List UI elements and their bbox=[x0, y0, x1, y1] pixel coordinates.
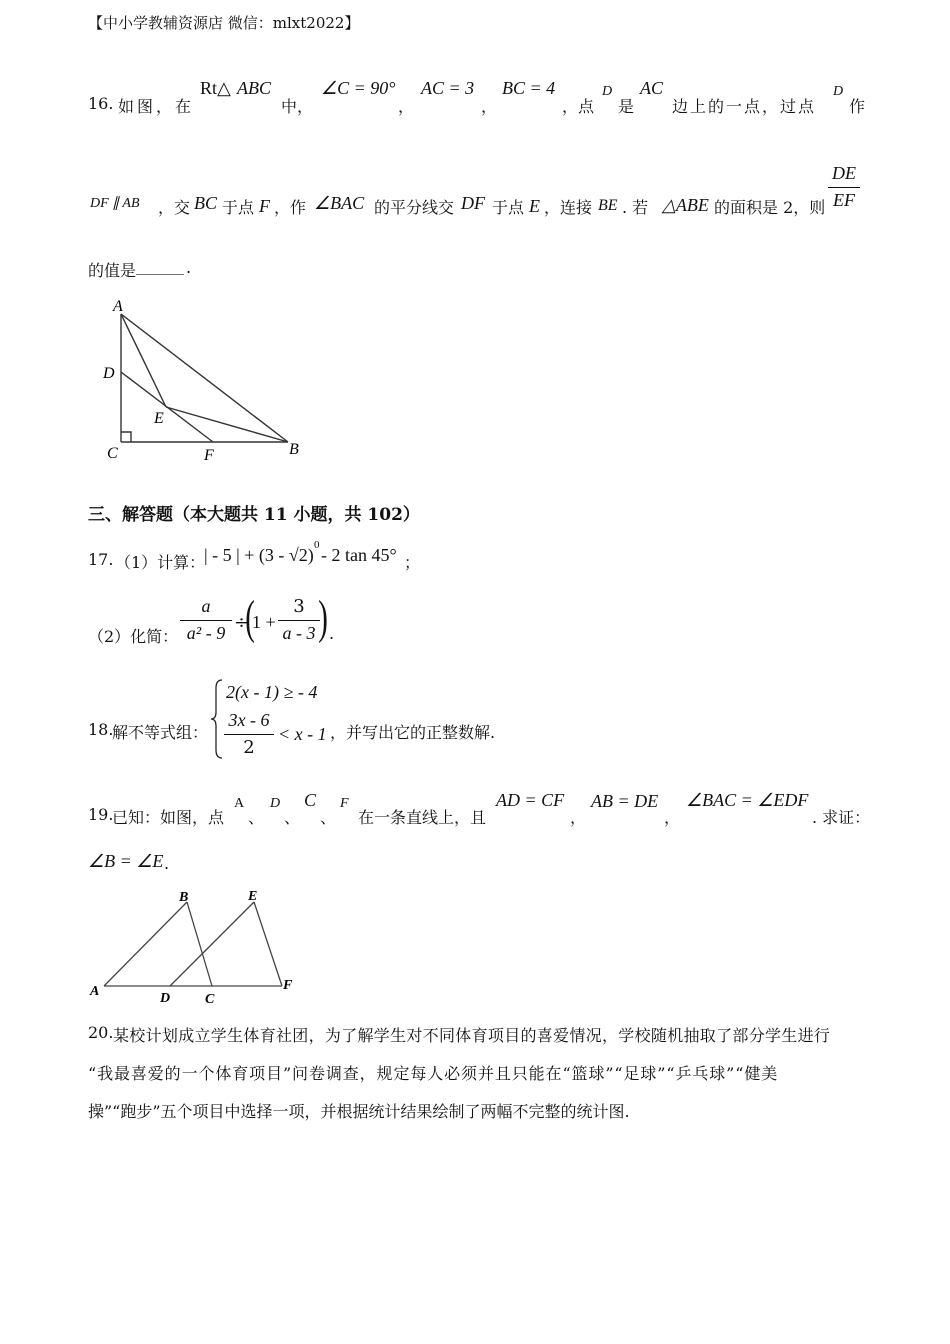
q20-number: 20. bbox=[88, 1023, 114, 1042]
fig-label-d: D bbox=[103, 365, 115, 382]
q16-fraction-denominator: EF bbox=[833, 189, 855, 210]
q17-part1-label: （1）计算： bbox=[115, 553, 206, 572]
q20-line-1: 某校计划成立学生体育社团，为了解学生对不同体育项目的喜爱情况，学校随机抽取了部分学生进行 bbox=[113, 1026, 831, 1045]
q16-triangle-abe: △ABE bbox=[662, 195, 709, 215]
q16-text: 作 bbox=[849, 97, 866, 116]
q16-period: . bbox=[186, 258, 192, 277]
fig-line-eb bbox=[166, 407, 288, 442]
q16-ac-value: AC = 3 bbox=[421, 78, 475, 98]
q18-inequality-2-rest: < x - 1 bbox=[278, 724, 327, 744]
fig-line-ab bbox=[121, 314, 288, 442]
fig-label-c: C bbox=[107, 445, 118, 462]
q19-condition-angles: ∠BAC = ∠EDF bbox=[686, 790, 809, 810]
q16-comma: ， bbox=[481, 97, 498, 116]
q16-text: ，连接 bbox=[544, 198, 593, 217]
q18-brace bbox=[210, 678, 224, 760]
q17-fraction-1 bbox=[180, 596, 232, 644]
q19-condition-ab-de: AB = DE bbox=[591, 791, 659, 811]
q19-sep: 、 bbox=[284, 808, 301, 827]
q16-segment-ac: AC bbox=[640, 78, 664, 98]
q16-text: 于点 bbox=[222, 198, 255, 217]
q20-line-2: “我最喜爱的一个体育项目”问卷调查，规定每人必须并且只能在“篮球”“足球”“乒乓球”“健美 bbox=[88, 1064, 779, 1083]
q16-df-parallel-ab: DF ∥ AB bbox=[90, 196, 140, 211]
q19-text: 已知：如图，点 bbox=[112, 808, 225, 827]
fig-label-a: A bbox=[90, 984, 100, 999]
q19-comma: ， bbox=[664, 808, 681, 827]
q16-text: 如图，在 bbox=[118, 97, 195, 116]
q17-right-paren: ) bbox=[318, 591, 328, 644]
q19-point-f: F bbox=[340, 796, 349, 811]
q17-semicolon: ； bbox=[404, 553, 421, 572]
q16-text: ，点 bbox=[562, 97, 595, 116]
q16-text: 的平分线交 bbox=[374, 198, 455, 217]
q18-fraction bbox=[224, 710, 274, 758]
q18-number: 18. bbox=[88, 720, 114, 739]
section-title: 三、解答题（本大题共 11 小题，共 102） bbox=[88, 505, 420, 525]
fig-label-a: A bbox=[113, 298, 123, 315]
q16-angle-bac: ∠BAC bbox=[314, 193, 365, 213]
fig-line-ab bbox=[104, 902, 187, 986]
q16-comma: ， bbox=[398, 97, 415, 116]
q16-point-f: F bbox=[259, 196, 270, 216]
q18-inequality-1: 2(x - 1) ≥ - 4 bbox=[226, 682, 318, 702]
fig-label-b: B bbox=[289, 441, 299, 458]
q20-line-3: 操”“跑步”五个项目中选择一项，并根据统计结果绘制了两幅不完整的统计图. bbox=[88, 1102, 630, 1121]
q19-point-a: A bbox=[234, 796, 245, 811]
header-watermark: 【中小学教辅资源店 微信：mlxt2022】 bbox=[88, 14, 360, 32]
q19-comma: ， bbox=[570, 808, 587, 827]
q16-text: ，交 bbox=[158, 198, 191, 217]
q16-text: 是 bbox=[618, 97, 635, 116]
q19-point-d: D bbox=[270, 796, 281, 811]
q17-period: . bbox=[329, 624, 335, 643]
q17-expression-1b: - 2 tan 45° bbox=[321, 545, 397, 565]
q17-number: 17. bbox=[88, 550, 114, 569]
q17-fraction-1-numerator: a bbox=[201, 596, 211, 616]
q17-one-plus: 1 + bbox=[252, 612, 276, 632]
q17-expression-1: | - 5 | + (3 - √2) bbox=[204, 545, 314, 565]
q18-fraction-numerator: 3x - 6 bbox=[228, 710, 270, 730]
q16-point-d: D bbox=[602, 84, 613, 99]
q17-fraction-2 bbox=[278, 596, 320, 644]
q16-text: 的值是 bbox=[88, 261, 137, 280]
q16-text: 中， bbox=[281, 97, 314, 116]
q16-angle-c: ∠C = 90° bbox=[321, 78, 396, 98]
fig-label-b: B bbox=[179, 890, 189, 905]
fig-line-de bbox=[170, 902, 254, 986]
q16-point-d2: D bbox=[833, 84, 844, 99]
q19-condition-ad-cf: AD = CF bbox=[496, 790, 565, 810]
q18-label: 解不等式组： bbox=[112, 723, 209, 742]
q16-segment-bc: BC bbox=[194, 193, 218, 213]
q19-period: . bbox=[164, 854, 170, 873]
q16-text: 的面积是 2，则 bbox=[714, 198, 826, 217]
fig-line-ef bbox=[254, 902, 282, 986]
q19-figure bbox=[86, 882, 306, 1010]
q16-segment-df: DF bbox=[461, 193, 485, 213]
q16-fraction-de-ef bbox=[828, 163, 860, 211]
q17-divide-sign: ÷ bbox=[234, 612, 250, 633]
q17-part2-label: （2）化简： bbox=[88, 627, 179, 646]
q19-text: . 求证： bbox=[812, 808, 871, 827]
q19-prove-statement: ∠B = ∠E bbox=[88, 851, 164, 871]
q16-text: 边上的一点，过点 bbox=[672, 97, 817, 116]
q17-fraction-2-denominator: a - 3 bbox=[282, 622, 316, 643]
q16-bc-value: BC = 4 bbox=[502, 78, 556, 98]
q16-text: 于点 bbox=[492, 198, 525, 217]
q17-exponent-zero: 0 bbox=[314, 539, 320, 551]
fig-line-bc bbox=[187, 902, 212, 986]
q16-point-e: E bbox=[529, 196, 540, 216]
q17-fraction-1-denominator: a² - 9 bbox=[186, 622, 226, 643]
q16-number: 16. bbox=[88, 94, 114, 113]
fig-label-c: C bbox=[205, 992, 215, 1007]
q17-fraction-2-numerator: 3 bbox=[293, 596, 305, 617]
fig-label-f: F bbox=[283, 978, 293, 993]
q16-answer-blank: ______ bbox=[136, 256, 184, 275]
q18-tail-text: ，并写出它的正整数解. bbox=[330, 723, 496, 742]
q16-fraction-numerator: DE bbox=[832, 163, 856, 183]
q18-fraction-denominator: 2 bbox=[243, 736, 255, 758]
fig-label-e: E bbox=[248, 889, 258, 904]
q16-text: . 若 bbox=[622, 198, 649, 217]
q16-rt-symbol: Rt△ bbox=[200, 78, 231, 98]
q19-sep: 、 bbox=[320, 808, 337, 827]
fig-label-f: F bbox=[204, 447, 214, 464]
q17-left-paren: ( bbox=[245, 591, 255, 644]
q16-abc: ABC bbox=[237, 78, 271, 98]
fig-label-d: D bbox=[160, 991, 171, 1006]
q19-point-c: C bbox=[304, 790, 317, 810]
fig-label-e: E bbox=[154, 410, 164, 427]
q19-number: 19. bbox=[88, 805, 114, 824]
q16-segment-be: BE bbox=[598, 197, 618, 214]
q16-figure bbox=[96, 292, 316, 467]
q16-text: ，作 bbox=[274, 198, 307, 217]
fig-line-ae bbox=[121, 314, 166, 407]
fig-right-angle-mark bbox=[121, 432, 131, 442]
q19-text: 在一条直线上，且 bbox=[358, 808, 487, 827]
q19-sep: 、 bbox=[248, 808, 265, 827]
